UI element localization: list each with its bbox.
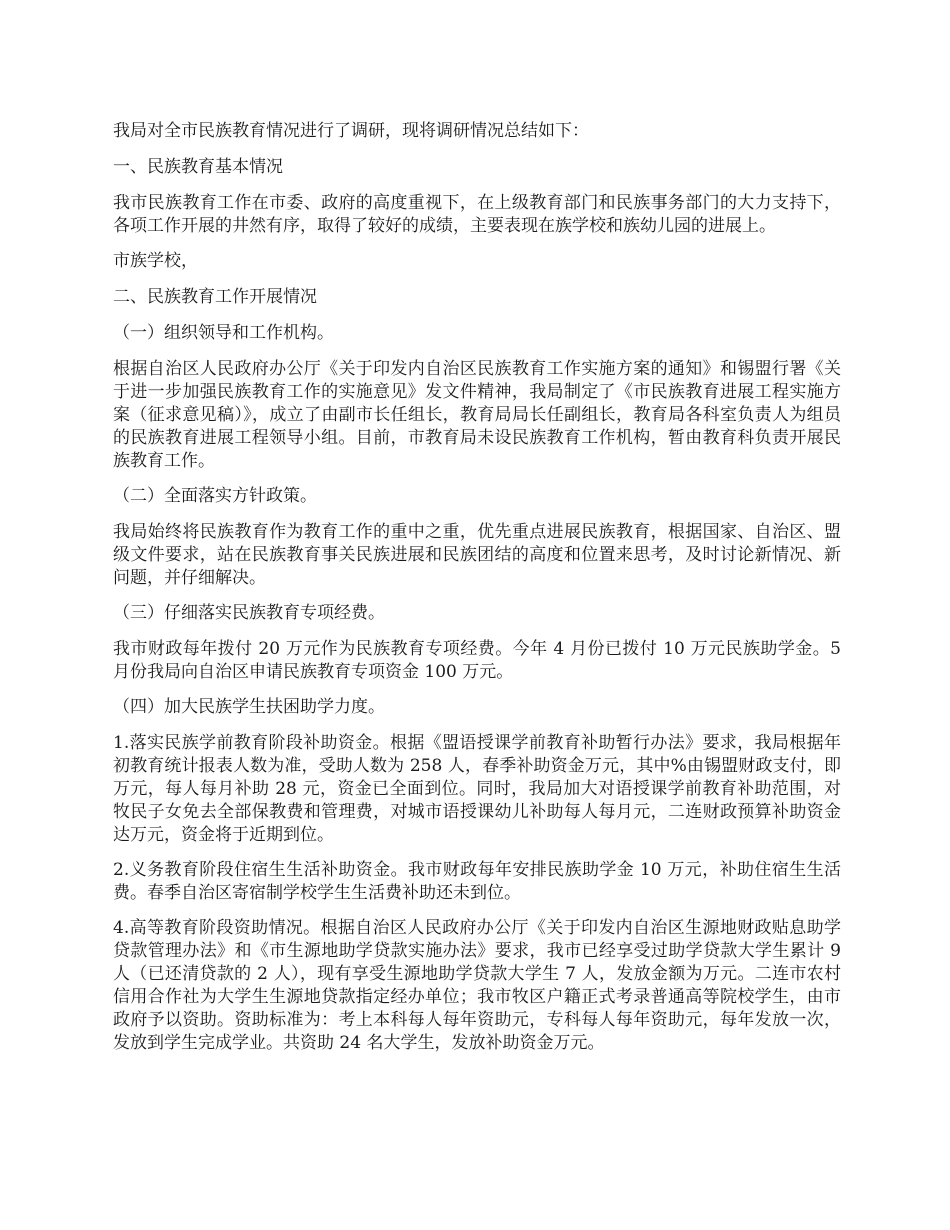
policy-paragraph: 我局始终将民族教育作为教育工作的重中之重，优先重点进展民族教育，根据国家、自治区、盟级文件要求，站在民族教育事关民族进展和民族团结的高度和位置来思考，及时讨论新情况、新问题，并仔细解决。: [113, 522, 841, 588]
subheading-policy: （二）全面落实方针政策。: [113, 486, 317, 506]
subheading-funding: （三）仔细落实民族教育专项经费。: [113, 603, 385, 623]
basic-situation-paragraph: 我市民族教育工作在市委、政府的高度重视下，在上级教育部门和民族事务部门的大力支持下，各项工作开展的井然有序，取得了较好的成绩，主要表现在族学校和族幼儿园的进展上。: [113, 193, 841, 236]
preschool-aid-paragraph: 1.落实民族学前教育阶段补助资金。根据《盟语授课学前教育补助暂行办法》要求，我局根据年初教育统计报表人数为准，受助人数为 258 人，春季补助资金万元，其中%由锡盟财政支付，即万元，每人每月补助 28 元，资金已全面到位。同时，我局加大对语授课学前教育补助范围，对牧民子女免去全部保教费和管理费，对城市语授课幼儿补助每人每月元，二连财政预算补助资金达万元，资金将于近期到位。: [113, 733, 841, 845]
subheading-organization: （一）组织领导和工作机构。: [113, 323, 334, 343]
section-heading-work-progress: 二、民族教育工作开展情况: [113, 287, 317, 307]
higher-education-aid-paragraph: 4.高等教育阶段资助情况。根据自治区人民政府办公厅《关于印发内自治区生源地财政贴息助学贷款管理办法》和《市生源地助学贷款实施办法》要求，我市已经享受过助学贷款大学生累计 9 人（已还清贷款的 2 人），现有享受生源地助学贷款大学生 7 人，发放金额为万元。二连市农村信用合作社为大学生生源地贷款指定经办单位；我市牧区户籍正式考录普通高等院校学生，由市政府予以资助。资助标准为：考上本科每人每年资助元，专科每人每年资助元，每年发放一次，发放到学生完成学业。共资助 24 名大学生，发放补助资金万元。: [113, 918, 841, 1053]
city-school-paragraph: 市族学校，: [113, 251, 198, 271]
document-body: [113, 120, 841, 1067]
section-heading-basic-situation: 一、民族教育基本情况: [113, 157, 283, 177]
boarding-aid-paragraph: 2.义务教育阶段住宿生生活补助资金。我市财政每年安排民族助学金 10 万元，补助住宿生生活费。春季自治区寄宿制学校学生生活费补助还未到位。: [113, 860, 841, 903]
subheading-student-aid: （四）加大民族学生扶困助学力度。: [113, 697, 385, 717]
organization-paragraph: 根据自治区人民政府办公厅《关于印发内自治区民族教育工作实施方案的通知》和锡盟行署《关于进一步加强民族教育工作的实施意见》发文件精神，我局制定了《市民族教育进展工程实施方案（征求意见稿）》，成立了由副市长任组长，教育局局长任副组长，教育局各科室负责人为组员的民族教育进展工程领导小组。目前，市教育局未设民族教育工作机构，暂由教育科负责开展民族教育工作。: [113, 359, 841, 471]
intro-paragraph: 我局对全市民族教育情况进行了调研，现将调研情况总结如下：: [113, 121, 589, 141]
funding-paragraph: 我市财政每年拨付 20 万元作为民族教育专项经费。今年 4 月份已拨付 10 万元民族助学金。5 月份我局向自治区申请民族教育专项资金 100 万元。: [113, 639, 841, 682]
